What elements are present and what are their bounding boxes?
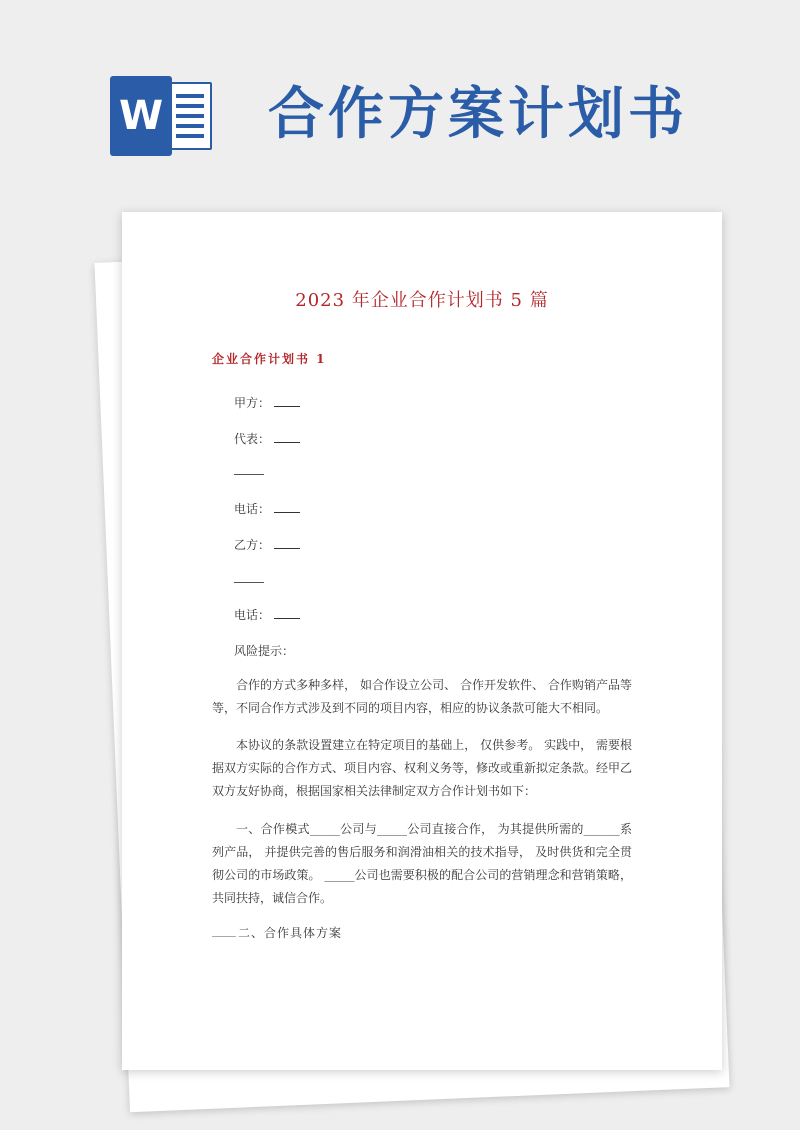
banner-title: 合作方案计划书 — [268, 82, 688, 147]
field-rep-a — [234, 430, 300, 447]
document-page — [122, 212, 722, 1070]
paragraph-basis: 本协议的条款设置建立在特定项目的基础上， 仅供参考。 实践中， 需要根据双方实际的合作方式、项目内容、权利义务等，修改或重新拟定条款。经甲乙双方友好协商，根据国家相关法律制定双方合作计划书如下： — [212, 738, 633, 798]
field-phone-b — [234, 606, 300, 623]
sub-heading-bar — [212, 936, 236, 937]
sub-heading-plan — [212, 924, 342, 941]
field-party-b — [234, 536, 300, 553]
document-title: 2023 年企业合作计划书 5 篇 — [295, 290, 549, 311]
paragraph-cooperation-model: 一、合作模式_____公司与_____公司直接合作， 为其提供所需的______系列产品， 并提供完善的售后服务和润滑油相关的技术指导， 及时供货和完全贯彻公司的市场政策。 _____公司也需要积极的配合公司的营销理念和营销策略，共同扶持，诚信合作。 — [212, 822, 632, 905]
paragraph-intro: 合作的方式多种多样， 如合作设立公司、 合作开发软件、 合作购销产品等等，不同合作方式涉及到不同的项目内容，相应的协议条款可能大不相同。 — [212, 678, 632, 715]
field-party-b-blank — [274, 539, 300, 549]
field-party-b-label: 乙方： — [234, 538, 271, 552]
field-rep-a-blank — [274, 433, 300, 443]
field-party-a — [234, 394, 300, 411]
sub-heading-text: 二、合作具体方案 — [238, 926, 343, 940]
word-icon-letter: W — [110, 76, 172, 156]
field-phone-a-label: 电话： — [234, 502, 271, 516]
header-banner — [0, 0, 800, 200]
risk-label: 风险提示： — [234, 644, 295, 658]
field-phone-a — [234, 500, 300, 517]
field-rep-a-label: 代表： — [234, 432, 271, 446]
field-party-a-blank — [274, 397, 300, 407]
blank-line-b — [234, 582, 264, 583]
blank-line-a — [234, 474, 264, 475]
section-heading: 企业合作计划书 1 — [212, 352, 327, 366]
field-party-a-label: 甲方： — [234, 396, 271, 410]
field-phone-b-blank — [274, 609, 300, 619]
field-phone-b-label: 电话： — [234, 608, 271, 622]
word-document-icon — [110, 76, 214, 156]
field-phone-a-blank — [274, 503, 300, 513]
